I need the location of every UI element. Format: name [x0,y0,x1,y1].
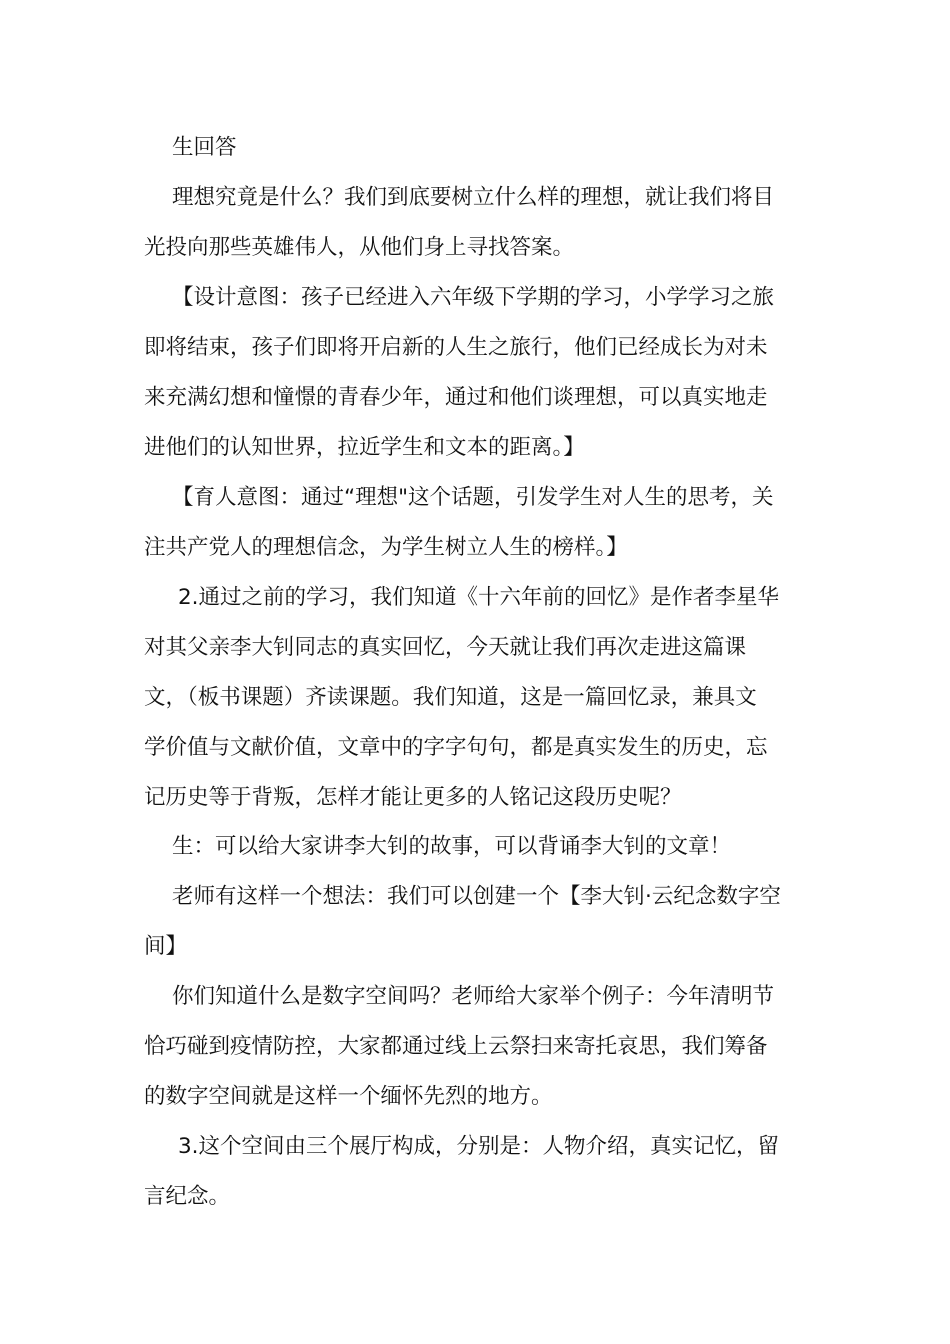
text-line: 的数字空间就是这样一个缅怀先烈的地方。 [144,1084,553,1109]
text-line: 2.通过之前的学习，我们知道《十六年前的回忆》是作者李星华 [178,585,780,610]
text-line: 来充满幻想和憧憬的青春少年，通过和他们谈理想，可以真实地走 [144,385,768,410]
text-line: 言纪念。 [144,1184,231,1209]
text-line: 对其父亲李大钊同志的真实回忆，今天就让我们再次走进这篇课 [144,635,747,660]
text-line: 记历史等于背叛，怎样才能让更多的人铭记这段历史呢？ [144,785,682,810]
text-line: 理想究竟是什么？我们到底要树立什么样的理想，就让我们将目 [172,185,775,210]
text-line: 学价值与文献价值，文章中的字字句句，都是真实发生的历史，忘 [144,735,768,760]
text-line: 【设计意图：孩子已经进入六年级下学期的学习，小学学习之旅 [172,285,775,310]
text-line: 生：可以给大家讲李大钊的故事，可以背诵李大钊的文章！ [172,834,732,859]
text-line: 间】 [144,934,188,959]
text-line: 进他们的认知世界，拉近学生和文本的距离。】 [144,435,585,460]
text-line: 3.这个空间由三个展厅构成，分别是：人物介绍，真实记忆，留 [178,1134,780,1159]
text-line: 生回答 [172,135,237,160]
text-line: 你们知道什么是数字空间吗？老师给大家举个例子：今年清明节 [172,984,775,1009]
text-line: 光投向那些英雄伟人，从他们身上寻找答案。 [144,235,575,260]
text-line: 老师有这样一个想法：我们可以创建一个【李大钊·云纪念数字空 [172,884,781,909]
text-line: 注共产党人的理想信念，为学生树立人生的榜样。】 [144,535,628,560]
text-line: 恰巧碰到疫情防控，大家都通过线上云祭扫来寄托哀思，我们筹备 [144,1034,768,1059]
text-line: 文，（板书课题）齐读课题。我们知道，这是一篇回忆录，兼具文 [144,685,757,710]
text-line: 即将结束，孩子们即将开启新的人生之旅行，他们已经成长为对未 [144,335,768,360]
text-line: 【育人意图：通过“理想"这个话题，引发学生对人生的思考，关 [172,485,774,510]
